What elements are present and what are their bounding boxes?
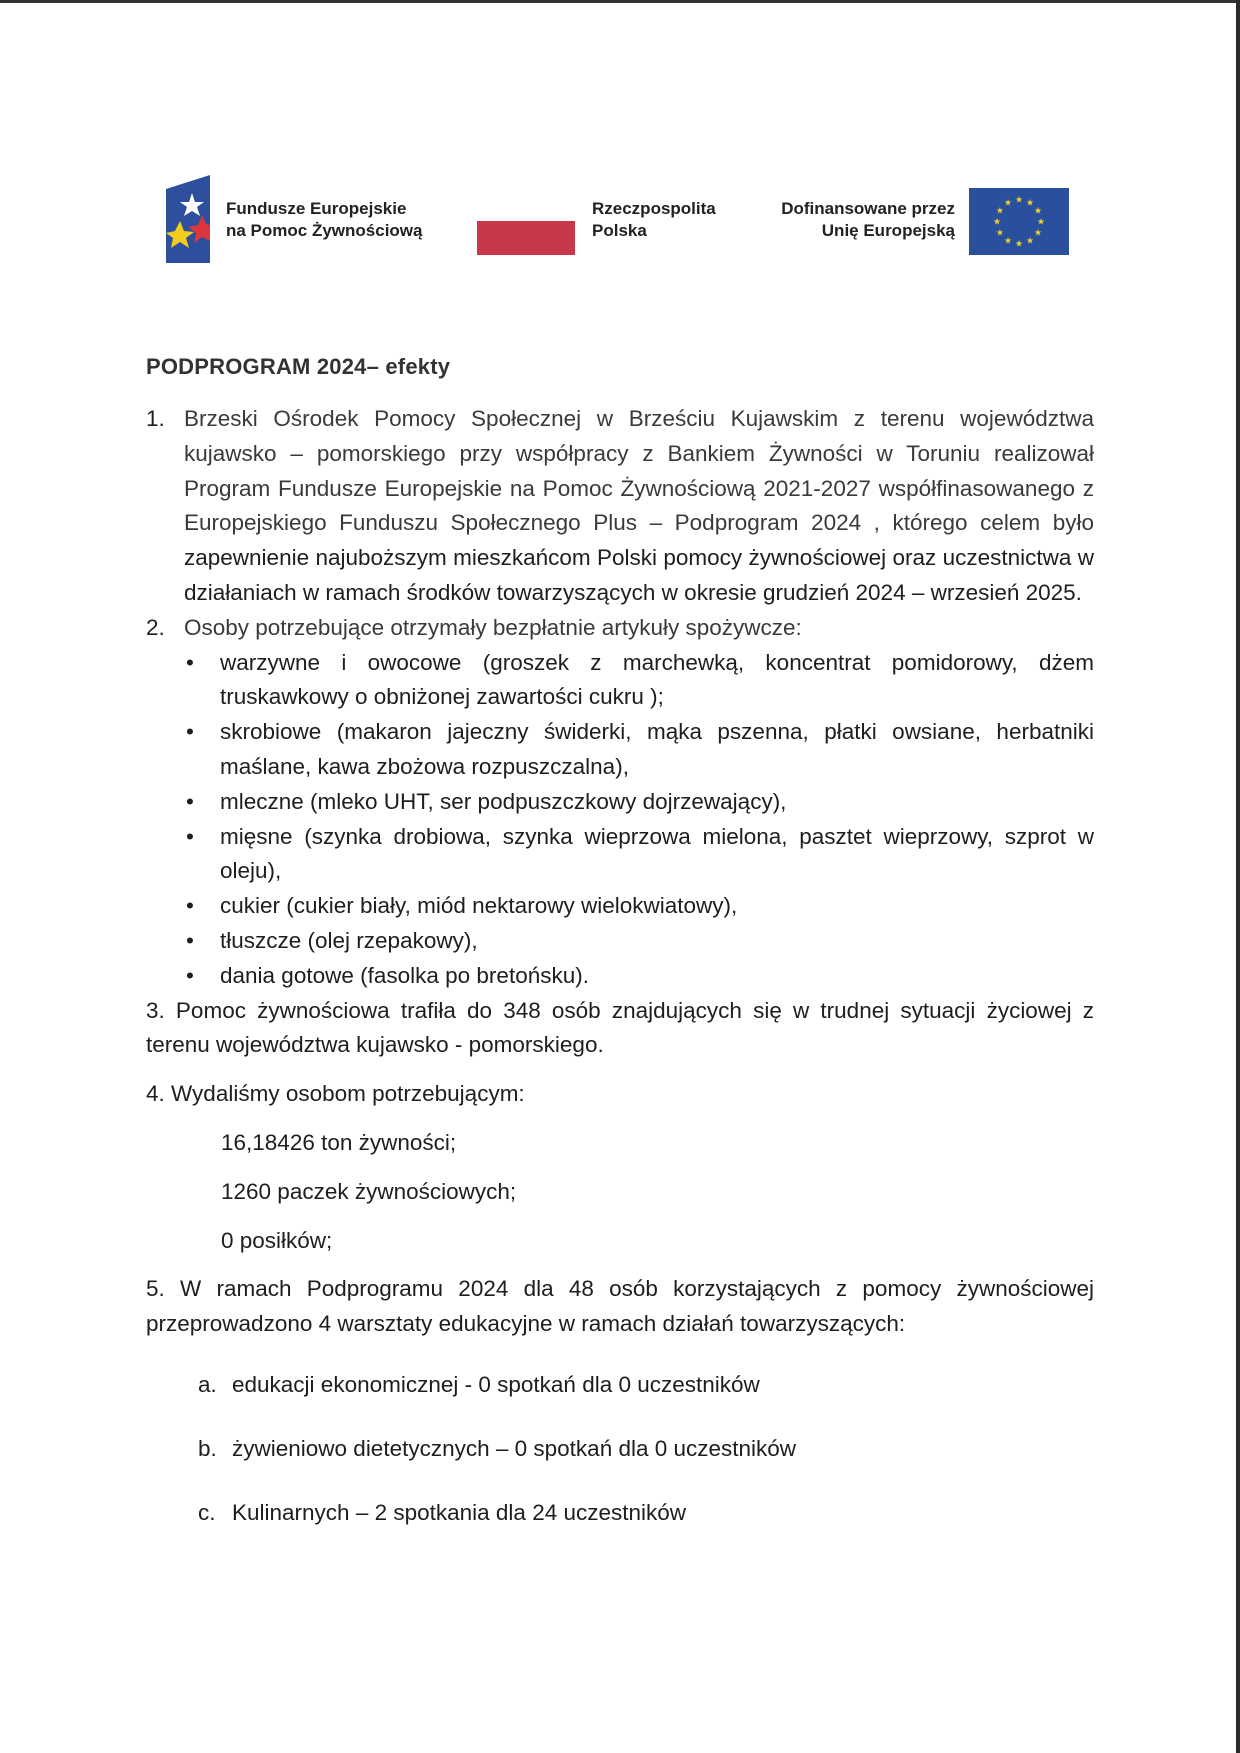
list-item-text: dania gotowe (fasolka po bretońsku). xyxy=(220,962,589,988)
workshop-text: żywieniowo dietetycznych – 0 spotkań dla 0 uczestników xyxy=(232,1435,797,1461)
workshop-text: Kulinarnych – 2 spotkania dla 24 uczestników xyxy=(232,1499,687,1525)
item-1 xyxy=(146,402,1094,611)
eu-star-icon: ★ xyxy=(1034,227,1043,238)
eu-logo-line2: Unię Europejską xyxy=(821,221,955,240)
eu-logo-text xyxy=(760,198,955,242)
bullet-icon: • xyxy=(186,927,194,953)
item-1-number: 1. xyxy=(146,406,165,431)
item-2-number: 2. xyxy=(146,614,165,640)
eu-star-icon: ★ xyxy=(1014,238,1024,249)
item-4-tons: 16,18426 ton żywności; xyxy=(221,1129,457,1155)
workshop-item-b xyxy=(146,1432,1094,1496)
workshop-letter: a. xyxy=(198,1371,217,1397)
list-item xyxy=(146,715,1094,785)
eu-flag-icon xyxy=(969,188,1069,255)
list-item xyxy=(146,959,1094,994)
bullet-icon: • xyxy=(186,719,194,745)
fe-stars-logo-icon xyxy=(166,175,210,263)
eu-star-icon: ★ xyxy=(992,216,1002,227)
eu-star-icon: ★ xyxy=(995,227,1004,238)
bullet-icon: • xyxy=(186,788,194,814)
list-item xyxy=(146,889,1094,924)
item-2-text: Osoby potrzebujące otrzymały bezpłatnie artykuły spożywcze: xyxy=(184,614,802,640)
polish-flag-icon xyxy=(477,221,575,255)
bullet-icon: • xyxy=(186,649,194,675)
fe-logo-line1: Fundusze Europejskie xyxy=(226,199,407,218)
eu-star-icon: ★ xyxy=(1025,235,1035,246)
workshop-item-a xyxy=(146,1368,1094,1432)
eu-star-icon: ★ xyxy=(1025,197,1035,208)
food-category-list xyxy=(146,646,1094,994)
list-item-text: skrobiowe (makaron jajeczny świderki, mąka pszenna, płatki owsiane, herbatniki maślane, kawa zbożowa rozpuszczalna), xyxy=(220,719,1094,779)
pl-logo-line2: Polska xyxy=(592,221,647,240)
item-4-packages: 1260 paczek żywnościowych; xyxy=(221,1178,517,1204)
page-title: PODPROGRAM 2024– efekty xyxy=(146,354,451,379)
item-3: 3. Pomoc żywnościowa trafiła do 348 osób znajdujących się w trudnej sytuacji życiowej z terenu województwa kujawsko - pomorskiego. xyxy=(146,997,1094,1058)
eu-star-icon: ★ xyxy=(995,205,1004,216)
bullet-icon: • xyxy=(186,823,194,849)
eu-logo-line1: Dofinansowane przez xyxy=(781,199,955,218)
item-4: 4. Wydaliśmy osobom potrzebującym: xyxy=(146,1081,525,1107)
list-item-text: tłuszcze (olej rzepakowy), xyxy=(220,927,478,953)
bullet-icon: • xyxy=(186,962,194,988)
list-item-text: cukier (cukier biały, miód nektarowy wielokwiatowy), xyxy=(220,893,738,919)
fe-logo-line2: na Pomoc Żywnościową xyxy=(226,221,423,240)
list-item-text: warzywne i owocowe (groszek z marchewką, koncentrat pomidorowy, dżem truskawkowy o obniżonej zawartości cukru ); xyxy=(220,649,1094,710)
eu-star-icon: ★ xyxy=(1003,235,1013,246)
pl-logo-line1: Rzeczpospolita xyxy=(592,199,716,218)
eu-star-icon: ★ xyxy=(1014,194,1024,205)
eu-star-icon: ★ xyxy=(1034,205,1043,216)
list-item-text: mięsne (szynka drobiowa, szynka wieprzowa mielona, pasztet wieprzowy, szprot w oleju), xyxy=(220,823,1094,884)
item-1-text-a: Brzeski Ośrodek Pomocy Społecznej w Brześciu Kujawskim z terenu województwa kujawsko – pomorskiego przy współpracy z Bankiem Żywności w Toruniu realizował Program Fundusze Europejskie na Pomoc Żywnościową 2021-2027 współfinasowanego z Europejskiego Funduszu Społecznego Plus – Podprogram 2024 , którego celem było xyxy=(184,406,1094,536)
list-item xyxy=(146,924,1094,959)
bullet-icon: • xyxy=(186,893,194,919)
pl-logo-text xyxy=(592,198,716,242)
workshop-letter: c. xyxy=(198,1499,216,1525)
list-item xyxy=(146,646,1094,716)
item-2 xyxy=(146,611,1094,646)
document-body xyxy=(146,402,1094,1560)
scan-edge-top xyxy=(0,0,1240,3)
fe-logo-text xyxy=(226,198,423,242)
list-item xyxy=(146,785,1094,820)
list-item xyxy=(146,820,1094,890)
item-1-text-b: zapewnienie najuboższym mieszkańcom Polski pomocy żywnościowej oraz uczestnictwa w działaniach w ramach środków towarzyszących w okresie grudzień 2024 – wrzesień 2025. xyxy=(184,545,1094,605)
eu-star-icon: ★ xyxy=(1003,197,1013,208)
item-4-meals: 0 posiłków; xyxy=(221,1227,333,1253)
workshop-item-c xyxy=(146,1496,1094,1560)
workshop-letter: b. xyxy=(198,1435,217,1461)
item-5: 5. W ramach Podprogramu 2024 dla 48 osób korzystających z pomocy żywnościowej przeprowadzono 4 warsztaty edukacyjne w ramach działań towarzyszących: xyxy=(146,1276,1094,1337)
scan-edge-right xyxy=(1236,0,1240,1753)
workshop-text: edukacji ekonomicznej - 0 spotkań dla 0 uczestników xyxy=(232,1371,760,1397)
list-item-text: mleczne (mleko UHT, ser podpuszczkowy dojrzewający), xyxy=(220,788,787,814)
eu-star-icon: ★ xyxy=(1036,216,1046,227)
